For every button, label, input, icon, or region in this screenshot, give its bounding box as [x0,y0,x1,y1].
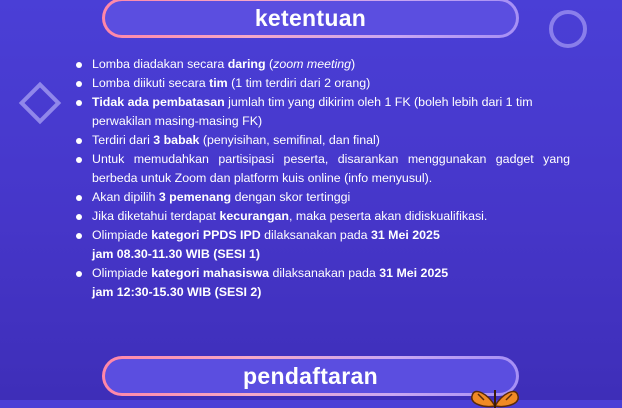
rule-item: Lomba diadakan secara daring (zoom meeting) [75,55,570,74]
rules-list [75,55,570,302]
ketentuan-title: ketentuan [105,1,516,35]
rule-item: Terdiri dari 3 babak (penyisihan, semifinal, dan final) [75,131,570,150]
rule-item: Lomba diikuti secara tim (1 tim terdiri dari 2 orang) [75,74,570,93]
butterfly-icon [470,376,520,408]
rule-item: Tidak ada pembatasan jumlah tim yang dikirim oleh 1 FK (boleh lebih dari 1 tim perwakilan masing-masing FK) [75,93,570,131]
rule-item: Akan dipilih 3 pemenang dengan skor tertinggi [75,188,570,207]
rule-item: Olimpiade kategori PPDS IPD dilaksanakan pada 31 Mei 2025 jam 08.30-11.30 WIB (SESI 1) [75,226,570,264]
rule-item: Olimpiade kategori mahasiswa dilaksanakan pada 31 Mei 2025 jam 12:30-15.30 WIB (SESI 2) [75,264,570,302]
pendaftaran-header [102,356,519,396]
pendaftaran-title: pendaftaran [105,359,516,393]
ring-decoration-icon [549,10,587,48]
rule-item: Untuk memudahkan partisipasi peserta, disarankan menggunakan gadget yang berbeda untuk Zoom dan platform kuis online (info menyusul). [75,150,570,188]
rule-item: Jika diketahui terdapat kecurangan, maka peserta akan didiskualifikasi. [75,207,570,226]
diamond-decoration-icon [19,82,61,124]
ketentuan-header [102,0,519,38]
